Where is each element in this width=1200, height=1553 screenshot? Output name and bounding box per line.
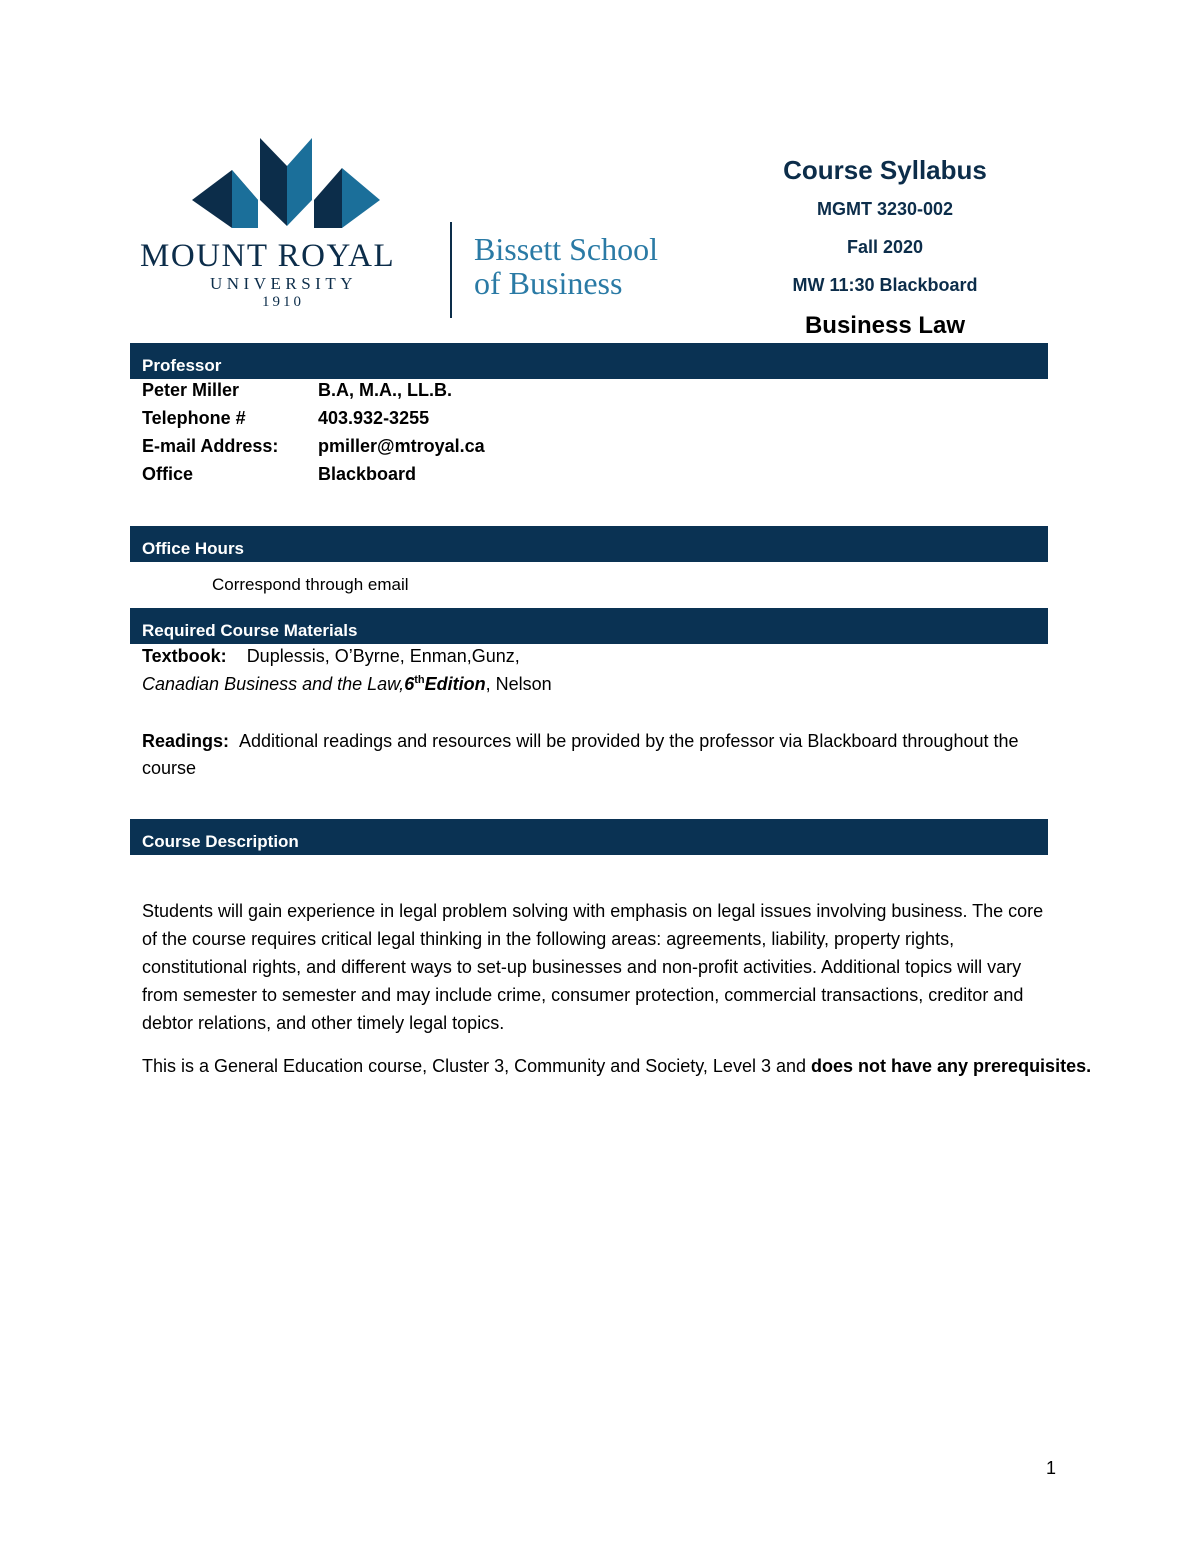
syllabus-header xyxy=(770,150,1000,346)
section-bar-description: Course Description xyxy=(130,819,1048,855)
office-hours-text: Correspond through email xyxy=(212,575,409,594)
professor-row xyxy=(142,380,452,401)
telephone-label: Telephone # xyxy=(142,408,246,428)
readings-line xyxy=(142,731,1019,752)
textbook-authors: Duplessis, O’Byrne, Enman,Gunz, xyxy=(246,646,520,666)
email-label: E-mail Address: xyxy=(142,436,279,456)
course-name: Business Law xyxy=(804,312,966,339)
page-number: 1 xyxy=(1046,1458,1057,1478)
professor-name: Peter Miller xyxy=(142,380,240,400)
course-code: MGMT 3230-002 xyxy=(816,199,954,219)
prerequisite-text: This is a General Education course, Cluster 3, Community and Society, Level 3 and xyxy=(142,1056,811,1076)
logo-school-line2: of Business xyxy=(474,265,623,301)
professor-row xyxy=(142,464,416,485)
page-title: Course Syllabus xyxy=(783,155,987,185)
course-schedule: MW 11:30 Blackboard xyxy=(792,275,978,295)
logo-school-name xyxy=(474,232,658,300)
description-paragraph: Students will gain experience in legal problem solving with emphasis on legal issues involving business. The core of the course requires critical legal thinking in the following areas: agreements, liability, property rights, constitutional rights, and different ways to set-up businesses and non-profit activities. Additional topics will vary from semester to semester and may include crime, consumer protection, commercial transactions, creditor and debtor relations, and other timely legal topics. xyxy=(142,901,1044,1033)
readings-text: Additional readings and resources will be provided by the professor via Blackboard throughout the xyxy=(239,731,1019,751)
textbook-edition-word: Edition xyxy=(424,674,486,694)
logo-school-line1: Bissett School xyxy=(474,231,659,267)
textbook-line xyxy=(142,646,520,667)
readings-label: Readings: xyxy=(142,731,230,751)
university-logo xyxy=(140,138,700,323)
section-bar-professor: Professor xyxy=(130,343,1048,379)
course-term: Fall 2020 xyxy=(846,237,924,257)
office-label: Office xyxy=(142,464,194,484)
logo-university-sub: UNIVERSITY xyxy=(210,274,357,293)
logo-divider xyxy=(450,222,452,318)
professor-credentials: B.A, M.A., LL.B. xyxy=(318,380,452,400)
textbook-edition-suffix: th xyxy=(414,674,425,686)
section-bar-office-hours: Office Hours xyxy=(130,526,1048,562)
prerequisite-emphasis: does not have any prerequisites. xyxy=(811,1056,1092,1076)
textbook-edition-number: 6 xyxy=(404,674,415,694)
textbook-title: Canadian Business and the Law, xyxy=(142,674,405,694)
readings-continued: course xyxy=(142,758,197,778)
email-value[interactable]: pmiller@mtroyal.ca xyxy=(318,436,485,456)
professor-row xyxy=(142,436,485,457)
logo-university-name: MOUNT ROYAL xyxy=(140,238,396,274)
office-value: Blackboard xyxy=(318,464,417,484)
prerequisite-paragraph xyxy=(142,1056,1091,1077)
professor-row xyxy=(142,408,429,429)
logo-year: 1910 xyxy=(262,294,304,310)
textbook-label: Textbook: xyxy=(142,646,227,666)
textbook-publisher: , Nelson xyxy=(485,674,552,694)
section-bar-materials: Required Course Materials xyxy=(130,608,1048,644)
mountain-crest-icon xyxy=(192,138,382,230)
telephone-value: 403.932-3255 xyxy=(318,408,430,428)
textbook-title-line xyxy=(142,674,552,695)
